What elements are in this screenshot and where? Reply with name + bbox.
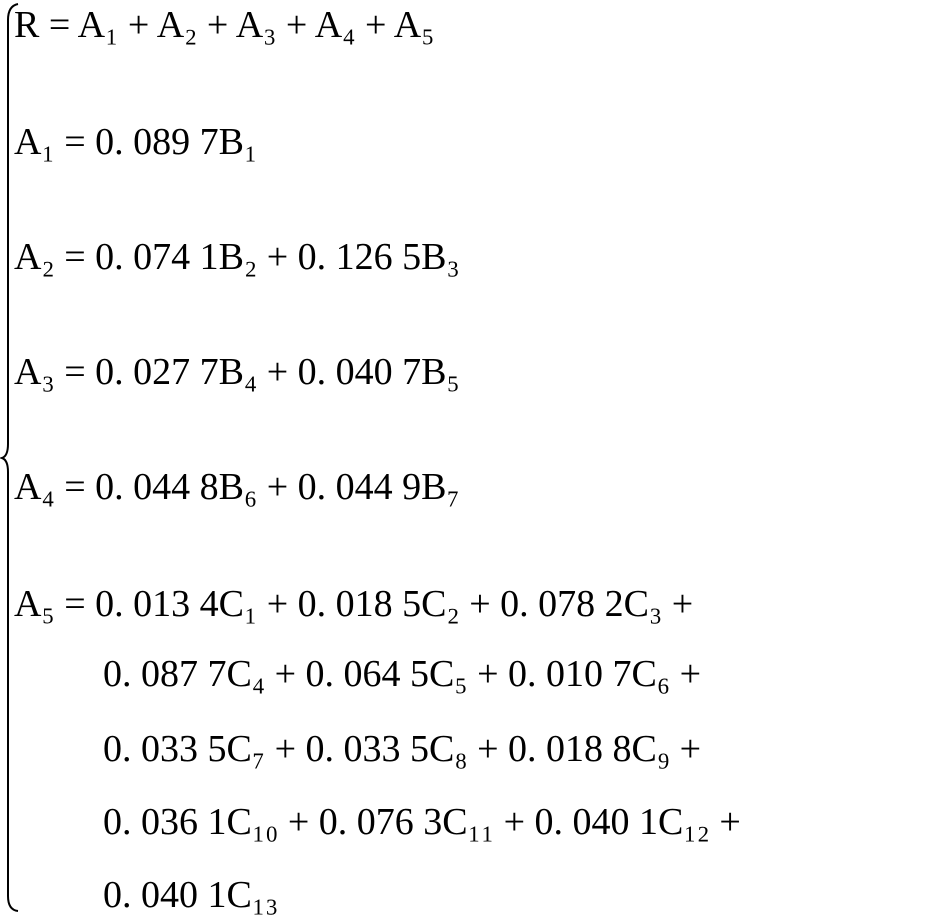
equation-line-a2: A₂ = 0. 074 1B₂ + 0. 126 5B₃ <box>14 236 460 278</box>
equation-line-a5-cont-4: 0. 040 1C₁₃ <box>103 874 279 916</box>
equation-line-r: R = A₁ + A₂ + A₃ + A₄ + A₅ <box>14 4 435 46</box>
equation-line-a5-cont-3: 0. 036 1C₁₀ + 0. 076 3C₁₁ + 0. 040 1C₁₂ + <box>103 801 741 843</box>
equation-line-a3: A₃ = 0. 027 7B₄ + 0. 040 7B₅ <box>14 351 460 393</box>
equation-line-a1: A₁ = 0. 089 7B₁ <box>14 121 258 163</box>
equation-line-a4: A₄ = 0. 044 8B₆ + 0. 044 9B₇ <box>14 466 460 508</box>
equation-line-a5-cont-1: 0. 087 7C₄ + 0. 064 5C₅ + 0. 010 7C₆ + <box>103 653 702 695</box>
equation-line-a5: A₅ = 0. 013 4C₁ + 0. 018 5C₂ + 0. 078 2C₃ + <box>14 583 694 625</box>
equation-line-a5-cont-2: 0. 033 5C₇ + 0. 033 5C₈ + 0. 018 8C₉ + <box>103 728 702 770</box>
